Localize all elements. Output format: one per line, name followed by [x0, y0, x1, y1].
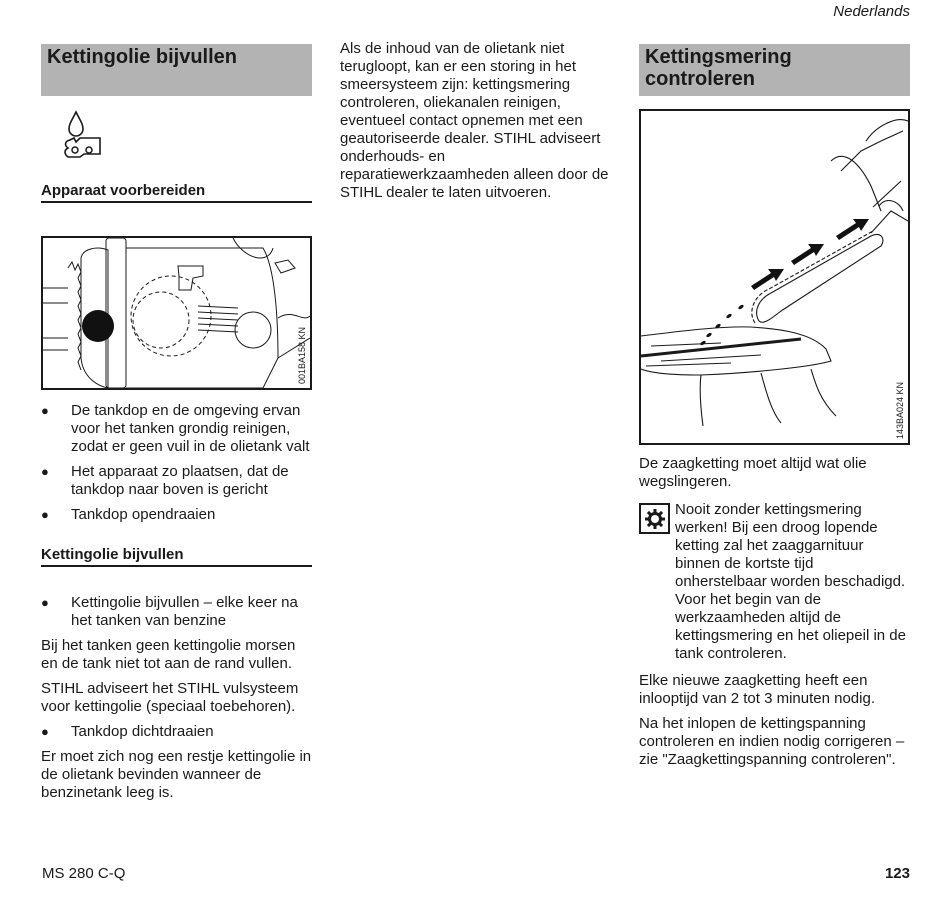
list-item: ● Het apparaat zo plaatsen, dat de tankdop naar boven is gericht: [41, 463, 289, 498]
paragraph: Als de inhoud van de olietank niet terugloopt, kan er een storing in het smeersysteem zijn: kettingsmering controleren, oliekanalen reinigen, eventueel contact opnemen met een geautoriseerde dealer. STIHL adviseert onderhouds- en reparatiewerkzaamheden alleen door de STIHL dealer te laten uitvoeren.: [340, 40, 609, 201]
paragraph: Elke nieuwe zaagketting heeft een inlooptijd van 2 tot 3 minuten nodig.: [639, 672, 875, 707]
paragraph: Bij het tanken geen kettingolie morsen en de tank niet tot aan de rand vullen.: [41, 637, 296, 672]
list-item: ● De tankdop en de omgeving ervan voor het tanken grondig reinigen, zodat er geen vuil in de olietank valt: [41, 402, 310, 455]
paragraph: Na het inlopen de kettingspanning controleren en indien nodig corrigeren – zie "Zaagkettingspanning controleren".: [639, 715, 905, 768]
bullet-icon: ●: [41, 595, 49, 610]
language-label: Nederlands: [833, 3, 910, 20]
chain-oil-spray-illustration: [641, 111, 908, 443]
list-item: ● Tankdop opendraaien: [41, 506, 216, 523]
bullet-icon: ●: [41, 464, 49, 479]
paragraph: STIHL adviseert het STIHL vulsysteem voor kettingolie (speciaal toebehoren).: [41, 680, 299, 715]
bullet-icon: ●: [41, 724, 49, 739]
subheading-apparaat-voorbereiden: Apparaat voorbereiden: [41, 182, 312, 203]
bullet-icon: ●: [41, 507, 49, 522]
figure-code: 001BA158 KN: [297, 326, 307, 384]
notice-block: [639, 501, 914, 663]
chainsaw-illustration: [43, 238, 310, 388]
section-title-kettingolie: Kettingolie bijvullen: [41, 44, 312, 96]
list-item: ● Kettingolie bijvullen – elke keer na het tanken van benzine: [41, 594, 298, 629]
chainsaw-tank-figure: [41, 236, 312, 390]
oil-drop-chain-icon: [62, 110, 106, 169]
bullet-icon: ●: [41, 403, 49, 418]
paragraph: Er moet zich nog een restje kettingolie in de olietank bevinden wanneer de benzinetank leeg is.: [41, 748, 312, 801]
figure-code: 143BA024 KN: [895, 381, 905, 439]
chain-lubrication-figure: [639, 109, 910, 445]
subheading-kettingolie-bijvullen: Kettingolie bijvullen: [41, 546, 312, 567]
list-item: ● Tankdop dichtdraaien: [41, 723, 214, 740]
section-title-kettingsmering: Kettingsmering controleren: [639, 44, 910, 96]
footer-model: MS 280 C-Q: [42, 865, 126, 882]
notice-text: Nooit zonder kettingsmering werken! Bij een droog lopende ketting zal het zaaggarnituur binnen de kortste tijd onherstelbaar worden beschadigd. Voor het begin van de werkzaamheden altijd de kettingsmering en het oliepeil in de tank controleren.: [675, 501, 906, 662]
page-number: 123: [884, 865, 910, 882]
gear-warning-icon: [639, 503, 670, 534]
paragraph: De zaagketting moet altijd wat olie wegslingeren.: [639, 455, 867, 490]
